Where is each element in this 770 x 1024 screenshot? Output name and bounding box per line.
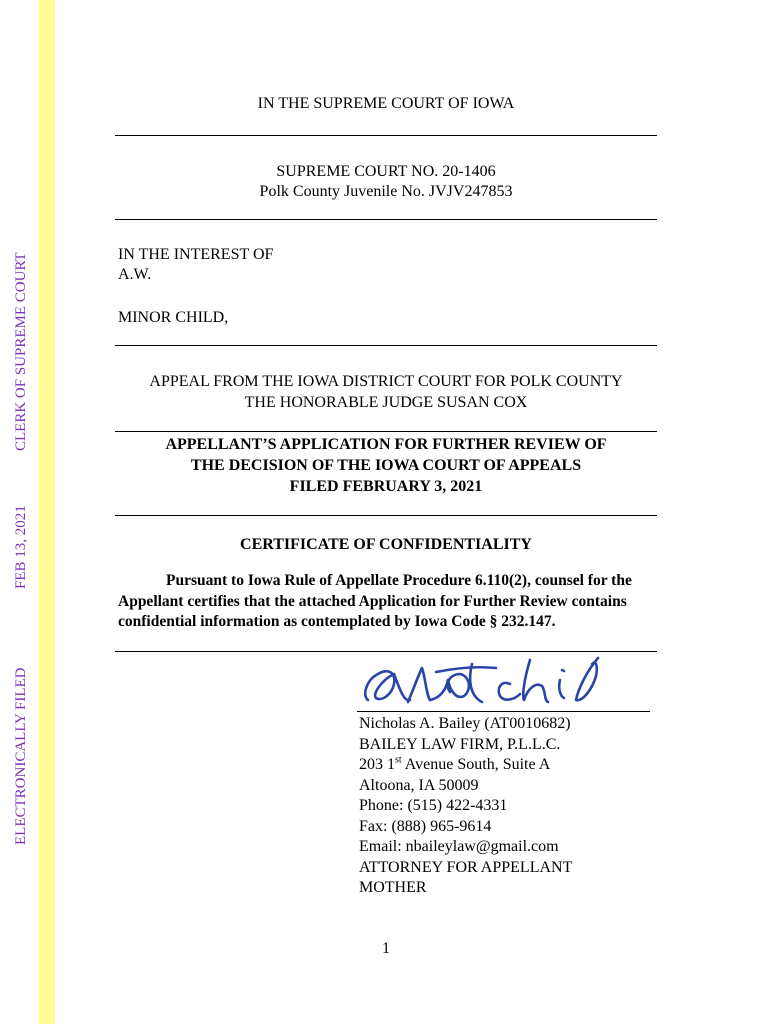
certificate-text: Pursuant to Iowa Rule of Appellate Procedure 6.110(2), counsel for the Appellant certifies that the attached Application for Further Review contains confidential information as contemplated by Iowa Code § 232.147. xyxy=(118,572,632,630)
divider xyxy=(115,431,657,432)
stamp-filed-label: ELECTRONICALLY FILED xyxy=(13,667,29,845)
divider xyxy=(115,515,657,516)
stamp-clerk: CLERK OF SUPREME COURT xyxy=(13,252,29,451)
minor-child-label: MINOR CHILD, xyxy=(118,309,229,326)
street-address xyxy=(359,755,572,776)
law-firm: BAILEY LAW FIRM, P.L.L.C. xyxy=(359,735,561,753)
appeal-judge: THE HONORABLE JUDGE SUSAN COX xyxy=(244,394,528,411)
email-address: Email: nbaileylaw@gmail.com xyxy=(359,838,559,855)
stamp-date: FEB 13, 2021 xyxy=(13,505,29,589)
fax-number: Fax: (888) 965-9614 xyxy=(359,817,492,835)
document-title-line3: FILED FEBRUARY 3, 2021 xyxy=(289,478,483,495)
divider xyxy=(115,219,657,220)
signature-line xyxy=(357,711,650,712)
attorney-signature xyxy=(360,650,660,716)
street-name: Avenue South, Suite A xyxy=(401,756,551,773)
street-number: 203 1 xyxy=(359,756,395,773)
document-title-line1: APPELLANT’S APPLICATION FOR FURTHER REVIEW OF xyxy=(165,436,607,453)
interest-line: IN THE INTEREST OF xyxy=(118,246,274,263)
phone-number: Phone: (515) 422-4331 xyxy=(359,797,508,814)
document-title-line2: THE DECISION OF THE IOWA COURT OF APPEALS xyxy=(190,457,582,474)
juvenile-number: Polk County Juvenile No. JVJV247853 xyxy=(259,183,513,200)
electronic-filing-stamp xyxy=(5,225,31,845)
document-page xyxy=(115,0,657,1024)
child-initials: A.W. xyxy=(118,266,152,283)
ordinal-suffix: st xyxy=(395,754,402,766)
page-number: 1 xyxy=(382,940,390,957)
appeal-court: APPEAL FROM THE IOWA DISTRICT COURT FOR POLK COUNTY xyxy=(149,373,623,390)
divider xyxy=(115,345,657,346)
case-number: SUPREME COURT NO. 20-1406 xyxy=(276,163,496,180)
city-state-zip: Altoona, IA 50009 xyxy=(359,776,479,794)
attorney-role: ATTORNEY FOR APPELLANT xyxy=(359,858,573,876)
attorney-role-client: MOTHER xyxy=(359,879,427,896)
divider xyxy=(115,135,657,136)
yellow-margin-stripe xyxy=(38,0,55,1024)
certificate-heading: CERTIFICATE OF CONFIDENTIALITY xyxy=(240,536,532,553)
certificate-body xyxy=(118,571,634,633)
attorney-name: Nicholas A. Bailey (AT0010682) xyxy=(359,715,571,732)
court-name: IN THE SUPREME COURT OF IOWA xyxy=(257,95,515,112)
attorney-block xyxy=(359,714,572,899)
